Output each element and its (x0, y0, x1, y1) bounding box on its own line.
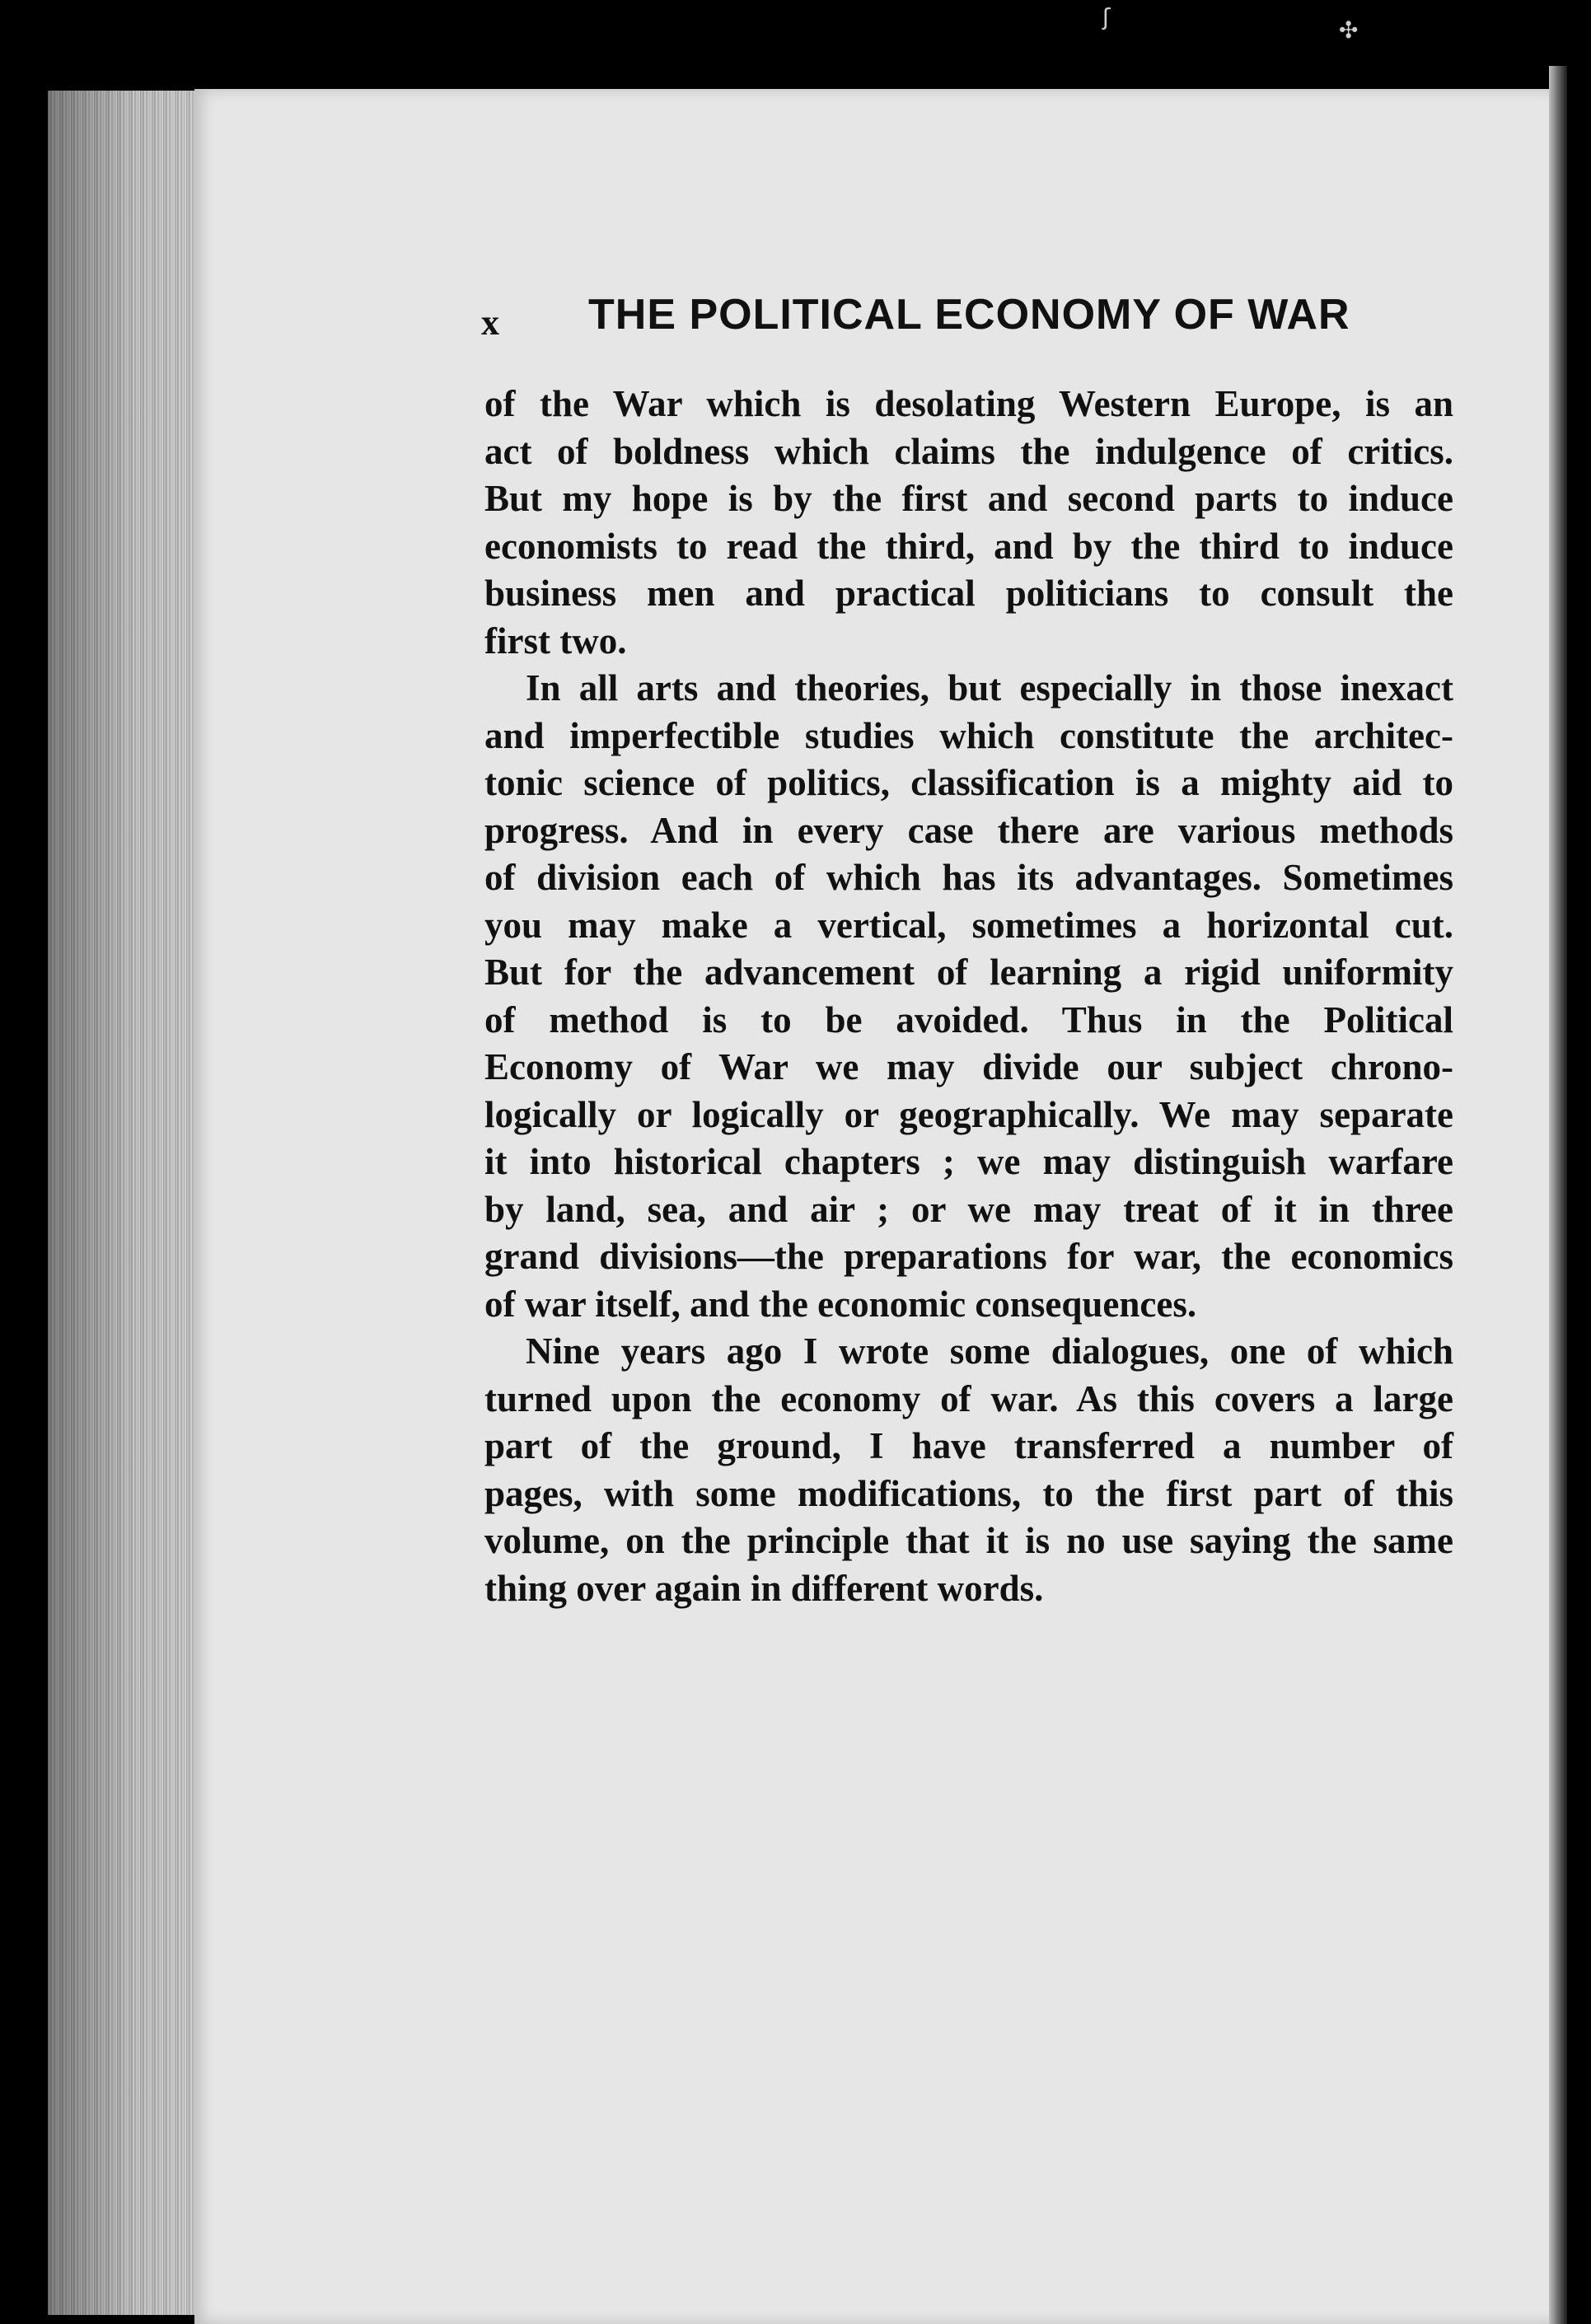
text-line: of method is to be avoided. Thus in the Political (484, 998, 1453, 1040)
text-line: volume, on the principle that it is no use saying the same (484, 1520, 1453, 1561)
text-line: turned upon the economy of war. As this covers a large (484, 1377, 1453, 1419)
scan-artifact-mark: ʃ (1102, 3, 1111, 30)
text-line: In all arts and theories, but especially in those inexact (526, 667, 1453, 708)
paragraph-1 (484, 381, 1453, 665)
book-title: THE POLITICAL ECONOMY OF WAR (588, 291, 1350, 339)
text-line: progress. And in every case there are various methods (484, 809, 1453, 851)
text-line: business men and practical politicians to consult the (484, 573, 1453, 614)
text-line: Economy of War we may divide our subject chrono- (484, 1046, 1453, 1087)
text-line: thing over again in different words. (484, 1567, 1044, 1609)
paragraph-3 (484, 1328, 1453, 1612)
paragraph-2 (484, 665, 1453, 1328)
text-line: logically or logically or geographically. We may separate (484, 1093, 1453, 1135)
text-line: grand divisions—the preparations for war, the economics (484, 1236, 1453, 1277)
running-head (481, 290, 1387, 356)
text-line: economists to read the third, and by the third to induce (484, 525, 1453, 567)
text-line: But for the advancement of learning a rigid uniformity (484, 952, 1453, 993)
text-line: Nine years ago I wrote some dialogues, one of which (526, 1330, 1453, 1372)
page-edges-shadow (48, 91, 204, 2315)
text-line: it into historical chapters ; we may distinguish warfare (484, 1141, 1453, 1182)
scan-artifact-mark: ✣ (1339, 16, 1359, 44)
text-line: act of boldness which claims the indulgence of critics. (484, 430, 1453, 472)
text-line: But my hope is by the first and second parts to induce (484, 478, 1453, 519)
text-line: tonic science of politics, classification is a mighty aid to (484, 762, 1453, 803)
text-line: part of the ground, I have transferred a number of (484, 1425, 1453, 1466)
text-line: of war itself, and the economic consequences. (484, 1283, 1197, 1325)
text-line: and imperfectible studies which constitute the architec- (484, 714, 1453, 756)
text-line: of the War which is desolating Western Europe, is an (484, 383, 1453, 424)
text-line: of division each of which has its advantages. Sometimes (484, 857, 1453, 898)
text-line: first two. (484, 620, 627, 662)
body-text (484, 381, 1453, 1612)
text-line: pages, with some modifications, to the first part of this (484, 1472, 1453, 1514)
text-line: by land, sea, and air ; or we may treat of it in three (484, 1188, 1453, 1230)
page-number: x (481, 302, 499, 343)
page-right-edge (1549, 66, 1567, 2324)
text-line: you may make a vertical, sometimes a horizontal cut. (484, 904, 1453, 946)
